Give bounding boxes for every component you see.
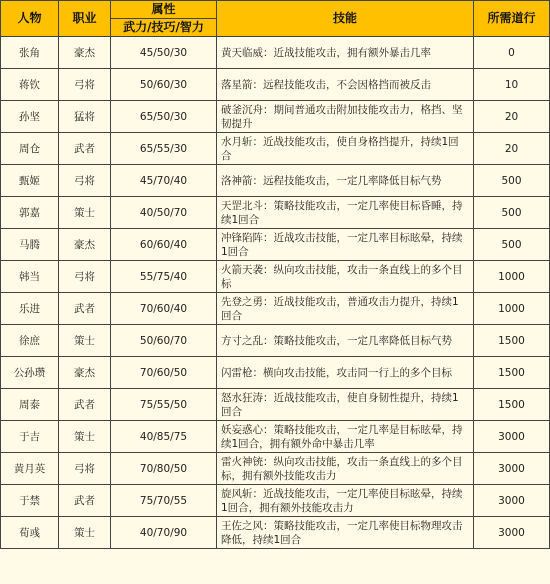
table-row	[1, 357, 550, 389]
hero-cost-cell: 3000	[474, 421, 550, 453]
table-row	[1, 229, 550, 261]
hero-attributes-cell: 75/70/55	[111, 485, 217, 517]
table-row	[1, 485, 550, 517]
hero-skill-cell: 王佐之风：策略技能攻击，一定几率使目标物理攻击降低，持续1回合	[217, 517, 474, 549]
hero-name-cell: 孙坚	[1, 101, 59, 133]
hero-cost-cell: 1000	[474, 293, 550, 325]
hero-name-cell: 乐进	[1, 293, 59, 325]
hero-name-cell: 张角	[1, 37, 59, 69]
hero-job-cell: 策士	[59, 517, 111, 549]
table-row	[1, 517, 550, 549]
hero-job-cell: 豪杰	[59, 37, 111, 69]
hero-name-cell: 黄月英	[1, 453, 59, 485]
table-row	[1, 69, 550, 101]
hero-job-cell: 弓将	[59, 165, 111, 197]
header-cost: 所需道行	[474, 1, 550, 37]
hero-job-cell: 武者	[59, 293, 111, 325]
header-attributes-sub: 武力/技巧/智力	[111, 19, 217, 37]
hero-name-cell: 周仓	[1, 133, 59, 165]
hero-attributes-cell: 65/55/30	[111, 133, 217, 165]
table-row	[1, 453, 550, 485]
hero-attributes-cell: 50/60/70	[111, 325, 217, 357]
hero-skill-cell: 破釜沉舟：期间普通攻击附加技能攻击力，格挡、坚韧提升	[217, 101, 474, 133]
hero-name-cell: 马腾	[1, 229, 59, 261]
hero-cost-cell: 0	[474, 37, 550, 69]
hero-skill-cell: 黄天临威：近战技能攻击，拥有额外暴击几率	[217, 37, 474, 69]
hero-attributes-cell: 40/50/70	[111, 197, 217, 229]
hero-cost-cell: 500	[474, 197, 550, 229]
hero-skill-cell: 怒水狂涛：近战技能攻击，使自身韧性提升，持续1回合	[217, 389, 474, 421]
hero-name-cell: 公孙瓒	[1, 357, 59, 389]
hero-cost-cell: 1000	[474, 261, 550, 293]
hero-cost-cell: 1500	[474, 389, 550, 421]
hero-job-cell: 策士	[59, 421, 111, 453]
hero-job-cell: 豪杰	[59, 357, 111, 389]
hero-job-cell: 策士	[59, 325, 111, 357]
hero-name-cell: 郭嘉	[1, 197, 59, 229]
hero-cost-cell: 1500	[474, 325, 550, 357]
hero-attributes-cell: 55/75/40	[111, 261, 217, 293]
hero-attributes-cell: 40/85/75	[111, 421, 217, 453]
hero-attributes-cell: 70/60/40	[111, 293, 217, 325]
hero-name-cell: 荀彧	[1, 517, 59, 549]
header-name: 人物	[1, 1, 59, 37]
header-skill: 技能	[217, 1, 474, 37]
hero-cost-cell: 20	[474, 133, 550, 165]
hero-cost-cell: 3000	[474, 485, 550, 517]
table-row	[1, 197, 550, 229]
table-row	[1, 293, 550, 325]
hero-job-cell: 策士	[59, 197, 111, 229]
hero-attributes-cell: 45/50/30	[111, 37, 217, 69]
hero-attributes-cell: 70/60/50	[111, 357, 217, 389]
hero-skill-cell: 落星箭：远程技能攻击，不会因格挡而被反击	[217, 69, 474, 101]
table-row	[1, 165, 550, 197]
hero-skill-cell: 洛神箭：远程技能攻击，一定几率降低目标气势	[217, 165, 474, 197]
header-attributes: 属性	[111, 1, 217, 19]
hero-skill-cell: 水月斩：近战技能攻击，使自身格挡提升，持续1回合	[217, 133, 474, 165]
hero-skill-cell: 天罡北斗：策略技能攻击，一定几率使目标昏睡，持续1回合	[217, 197, 474, 229]
table-row	[1, 325, 550, 357]
hero-attributes-cell: 40/70/90	[111, 517, 217, 549]
hero-skill-cell: 雷火神铳：纵向攻击技能，攻击一条直线上的多个目标，拥有额外技能攻击力	[217, 453, 474, 485]
hero-attributes-cell: 50/60/30	[111, 69, 217, 101]
hero-cost-cell: 500	[474, 229, 550, 261]
hero-cost-cell: 1500	[474, 357, 550, 389]
hero-job-cell: 弓将	[59, 453, 111, 485]
hero-skill-cell: 方寸之乱：策略技能攻击，一定几率降低目标气势	[217, 325, 474, 357]
hero-cost-cell: 20	[474, 101, 550, 133]
hero-attributes-cell: 65/50/30	[111, 101, 217, 133]
hero-name-cell: 徐庶	[1, 325, 59, 357]
hero-cost-cell: 3000	[474, 453, 550, 485]
hero-job-cell: 武者	[59, 389, 111, 421]
hero-name-cell: 周泰	[1, 389, 59, 421]
hero-job-cell: 猛将	[59, 101, 111, 133]
table-row	[1, 101, 550, 133]
hero-name-cell: 甄姬	[1, 165, 59, 197]
hero-job-cell: 弓将	[59, 69, 111, 101]
hero-skill-cell: 妖妄惑心：策略技能攻击，一定几率是目标眩晕，持续1回合，拥有额外命中暴击几率	[217, 421, 474, 453]
hero-name-cell: 韩当	[1, 261, 59, 293]
hero-attributes-cell: 60/60/40	[111, 229, 217, 261]
header-job: 职业	[59, 1, 111, 37]
table-row	[1, 133, 550, 165]
hero-attributes-cell: 70/80/50	[111, 453, 217, 485]
hero-name-cell: 于禁	[1, 485, 59, 517]
table-row	[1, 421, 550, 453]
hero-skill-cell: 火箭天袭：纵向攻击技能，攻击一条直线上的多个目标	[217, 261, 474, 293]
hero-job-cell: 豪杰	[59, 229, 111, 261]
table-row	[1, 389, 550, 421]
hero-job-cell: 弓将	[59, 261, 111, 293]
hero-job-cell: 武者	[59, 485, 111, 517]
table-row	[1, 261, 550, 293]
hero-cost-cell: 3000	[474, 517, 550, 549]
hero-name-cell: 于吉	[1, 421, 59, 453]
hero-skill-cell: 闪雷枪：横向攻击技能，攻击同一行上的多个目标	[217, 357, 474, 389]
hero-name-cell: 蒋钦	[1, 69, 59, 101]
hero-skill-cell: 旋风斩：近战技能攻击，一定几率使目标眩晕，持续1回合，拥有额外技能攻击力	[217, 485, 474, 517]
table-row	[1, 37, 550, 69]
hero-attributes-cell: 75/55/50	[111, 389, 217, 421]
hero-skill-cell: 先登之勇：近战技能攻击，普通攻击力提升，持续1回合	[217, 293, 474, 325]
hero-cost-cell: 10	[474, 69, 550, 101]
hero-skill-cell: 冲锋陷阵：近战攻击技能，一定几率目标眩晕，持续1回合	[217, 229, 474, 261]
hero-cost-cell: 500	[474, 165, 550, 197]
hero-job-cell: 武者	[59, 133, 111, 165]
hero-attributes-cell: 45/70/40	[111, 165, 217, 197]
